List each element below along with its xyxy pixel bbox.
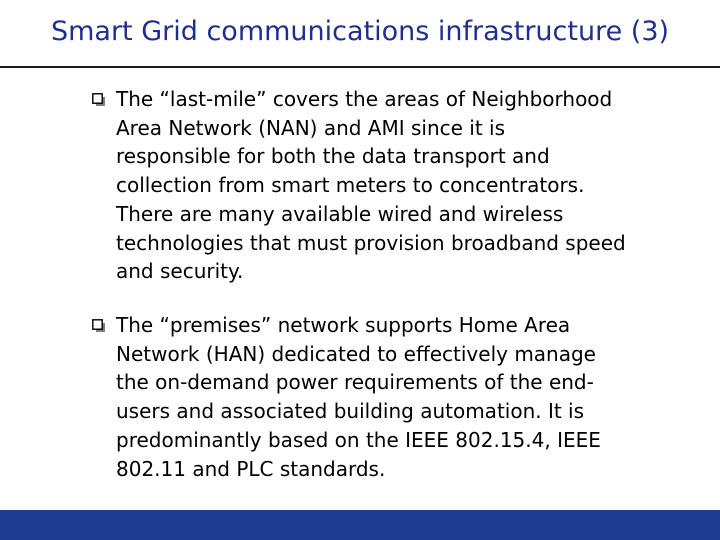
bullet-text: The “premises” network supports Home Area Network (HAN) dedicated to effectively manage the on-demand power requirements of the end- users and associated building automation. It is predominantly based on the IEEE 802.15.4, IEEE 802.11 and PLC standards. [116,313,601,481]
bullet-text: The “last-mile” covers the areas of Neighborhood Area Network (NAN) and AMI since it is responsible for both the data transport and collection from smart meters to concentrators. There are many available wired and wireless technologies that must provision broadband speed and security. [116,87,626,284]
hollow-square-bullet-icon [92,93,105,106]
slide-title: Smart Grid communications infrastructure (3) [50,16,670,47]
title-divider [0,66,720,68]
bullet-premises [92,311,692,483]
hollow-square-bullet-icon [92,319,105,332]
footer-bar [0,510,720,540]
bullet-last-mile [92,85,692,286]
